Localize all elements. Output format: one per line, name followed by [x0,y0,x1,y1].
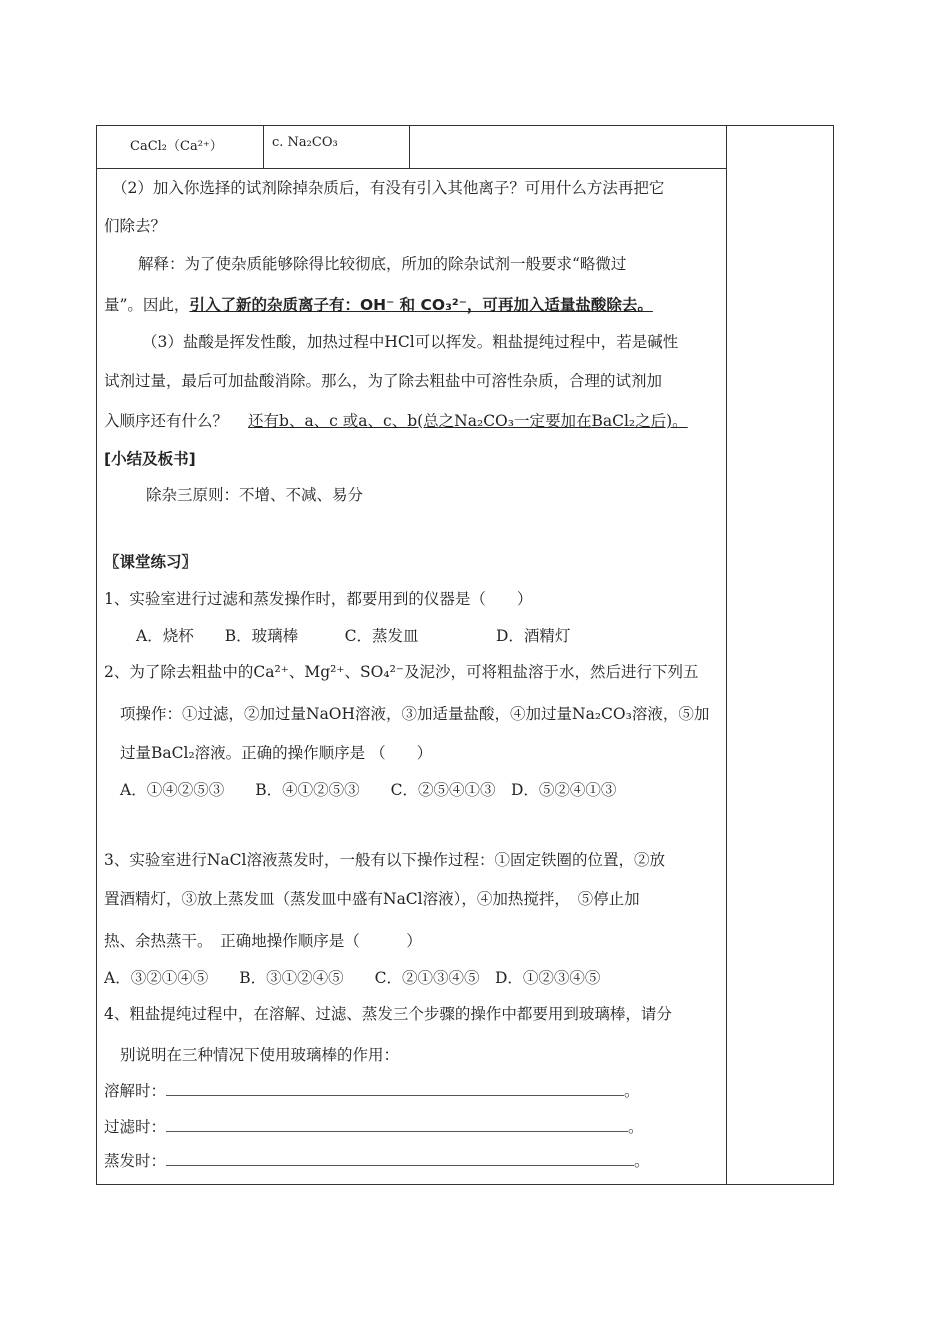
practice-heading: 〖课堂练习〗 [104,553,198,571]
q2-line2: 们除去？ [104,217,167,235]
reagent-table-row [96,125,727,169]
q3-line3-prefix: 入顺序还有什么？ [104,412,229,430]
practice-q3-options: A．③②①④⑤ B．③①②④⑤ C．②①③④⑤ D．①②③④⑤ [104,969,601,987]
fill-evaporate-row [104,1149,650,1171]
q2-line1: （2）加入你选择的试剂除掉杂质后，有没有引入其他离子？可用什么方法再把它 [112,179,665,197]
fill-evaporate-label: 蒸发时： [104,1152,167,1170]
practice-q3-line1: 3、实验室进行NaCl溶液蒸发时，一般有以下操作过程：①固定铁圈的位置，②放 [104,851,665,869]
practice-q2-line1: 2、为了除去粗盐中的Ca²⁺、Mg²⁺、SO₄²⁻及泥沙，可将粗盐溶于水，然后进行下列五 [104,663,699,681]
fill-filter-period: 。 [628,1118,644,1136]
practice-q1: 1、实验室进行过滤和蒸发操作时，都要用到的仪器是（ ） [104,590,533,608]
practice-q2-line3: 过量BaCl₂溶液。正确的操作顺序是 （ ） [120,744,433,762]
practice-q2-options: A．①④②⑤③ B．④①②⑤③ C．②⑤④①③ D．⑤②④①③ [120,781,617,799]
fill-dissolve-period: 。 [624,1082,640,1100]
q3-line1: （3）盐酸是挥发性酸，加热过程中HCl可以挥发。粗盐提纯过程中，若是碱性 [142,333,679,351]
table-cell-impurity: CaCl₂（Ca²⁺） [96,125,264,169]
q2-explain-line1: 解释：为了使杂质能够除得比较彻底，所加的除杂试剂一般要求“略微过 [138,255,627,273]
practice-q2-line2: 项操作：①过滤，②加过量NaOH溶液，③加适量盐酸，④加过量Na₂CO₃溶液，⑤加 [120,705,710,723]
fill-filter-label: 过滤时： [104,1118,167,1136]
fill-dissolve-row [104,1079,640,1101]
q3-line3-answer: 还有b、a、c 或a、c、b(总之Na₂CO₃一定要加在BaCl₂之后)。 [248,412,688,430]
practice-q3-line3: 热、余热蒸干。 正确地操作顺序是（ ） [104,932,422,950]
q2-explain-prefix: 量”。因此， [104,296,190,314]
side-column-divider [726,125,727,1185]
q2-explain-answer: 引入了新的杂质离子有：OH⁻ 和 CO₃²⁻，可再加入适量盐酸除去。 [189,296,653,314]
fill-filter-row [104,1115,644,1137]
table-cell-empty [410,125,727,169]
fill-evaporate-blank[interactable] [166,1151,634,1166]
summary-text: 除杂三原则：不增、不减、易分 [146,486,364,504]
fill-dissolve-blank[interactable] [166,1081,624,1096]
q3-line3 [104,409,688,431]
q2-explain-line2 [104,293,653,315]
practice-q1-options: A．烧杯 B．玻璃棒 C．蒸发皿 D．酒精灯 [136,627,571,645]
fill-filter-blank[interactable] [166,1117,628,1132]
practice-q4-line2: 别说明在三种情况下使用玻璃棒的作用： [120,1046,400,1064]
q3-line2: 试剂过量，最后可加盐酸消除。那么，为了除去粗盐中可溶性杂质，合理的试剂加 [104,372,663,390]
table-cell-reagent: c. Na₂CO₃ [264,125,410,169]
fill-evaporate-period: 。 [634,1152,650,1170]
page-frame [96,125,834,1185]
fill-dissolve-label: 溶解时： [104,1082,167,1100]
summary-heading: [小结及板书] [104,450,196,468]
practice-q3-line2: 置酒精灯，③放上蒸发皿（蒸发皿中盛有NaCl溶液），④加热搅拌， ⑤停止加 [104,890,640,908]
practice-q4-line1: 4、粗盐提纯过程中，在溶解、过滤、蒸发三个步骤的操作中都要用到玻璃棒，请分 [104,1005,672,1023]
